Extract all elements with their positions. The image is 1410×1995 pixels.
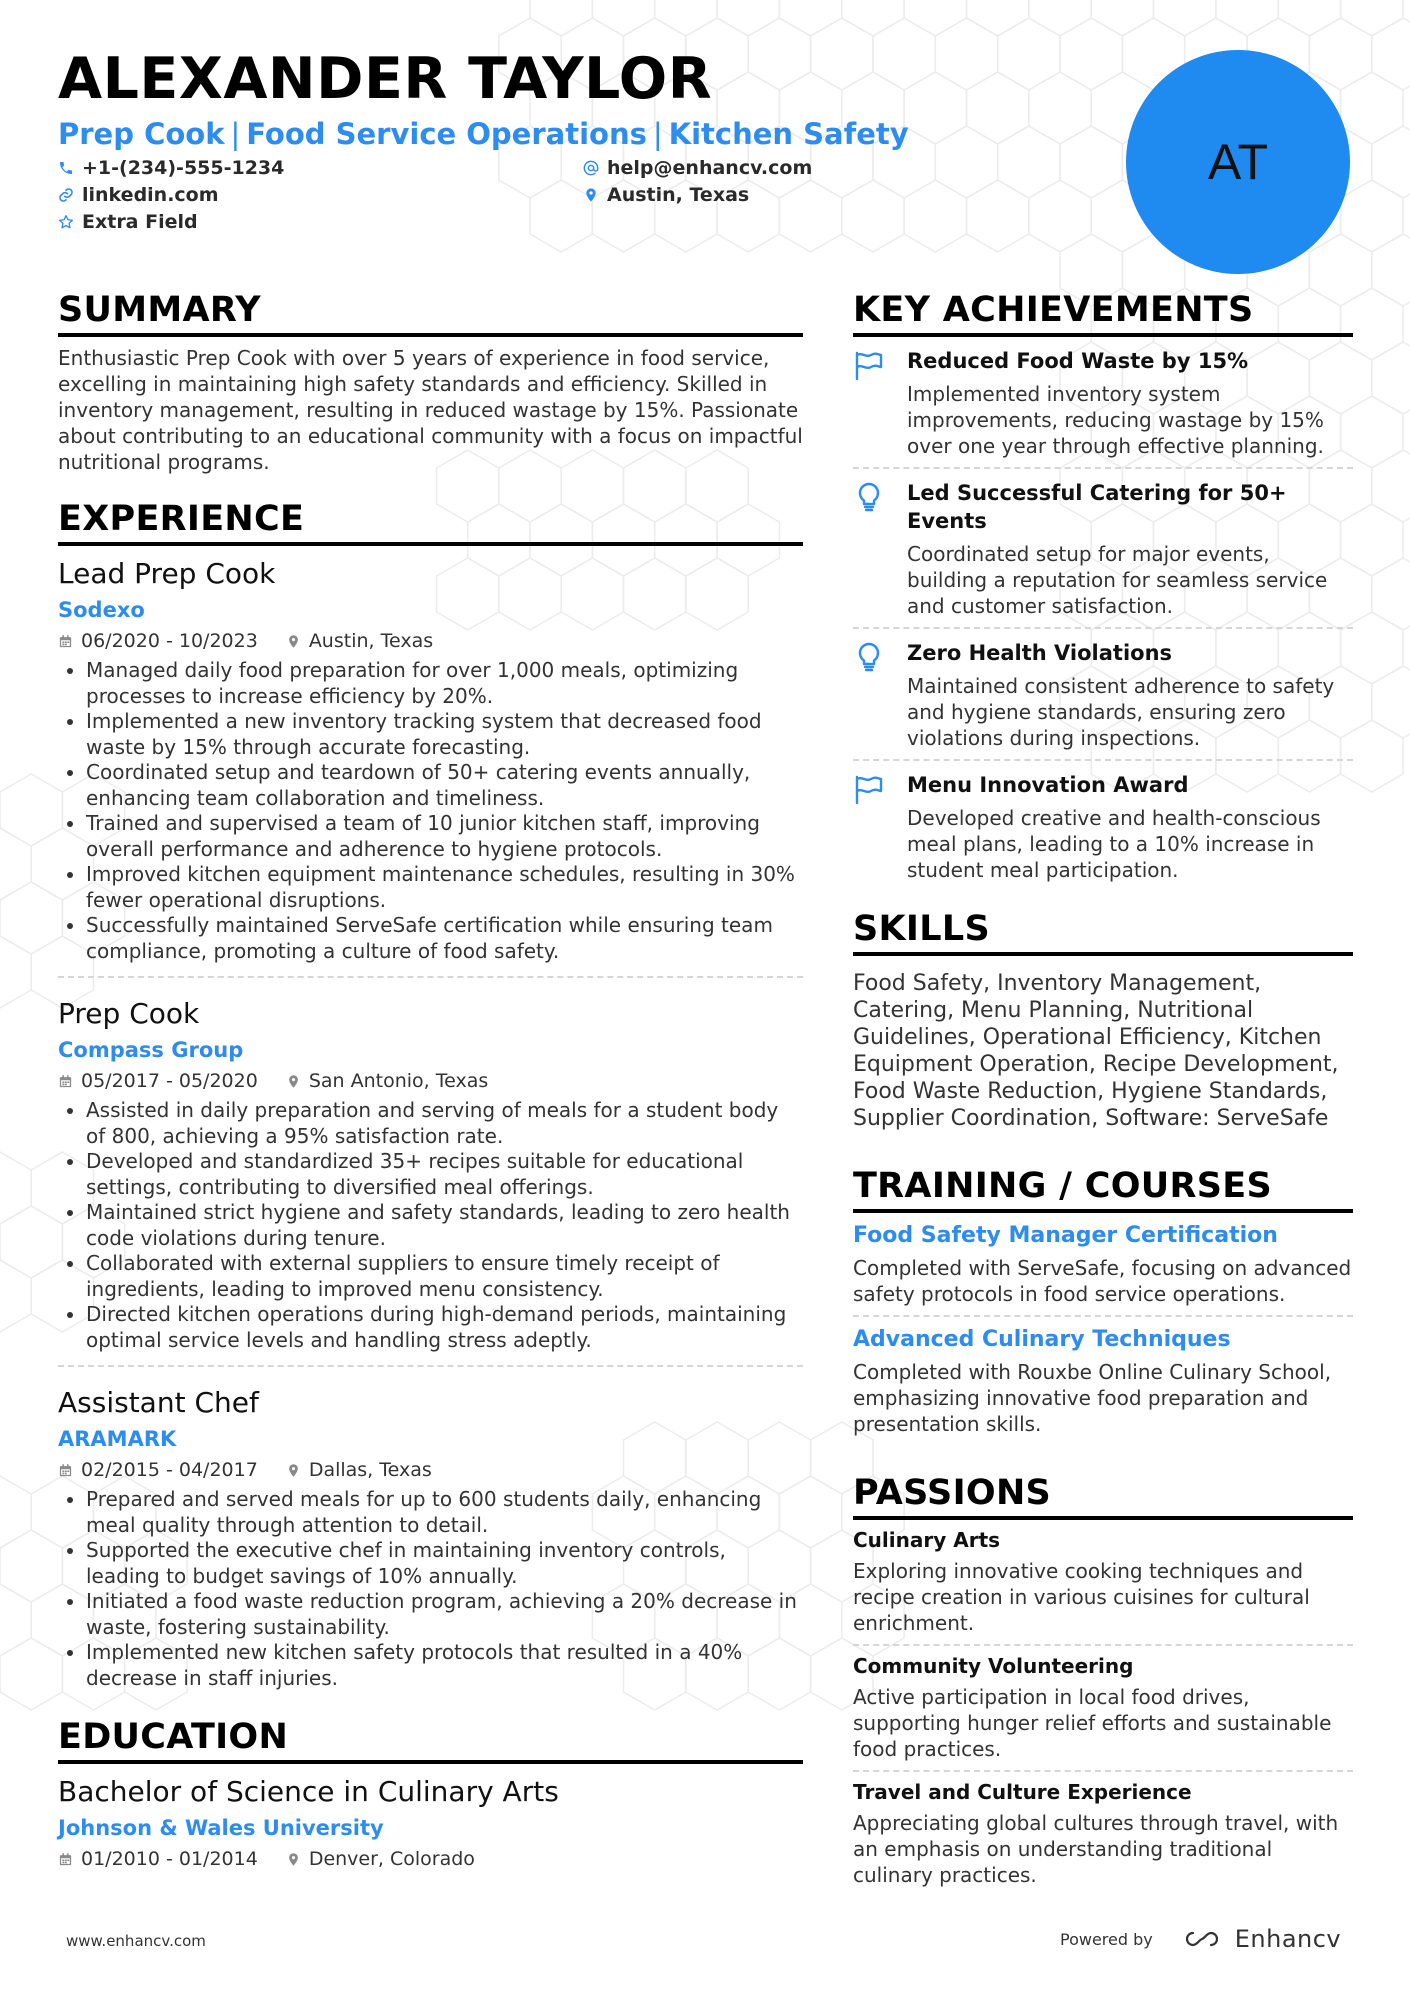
- passion-item: [853, 1770, 1353, 1896]
- brand-name: Enhancv: [1234, 1925, 1342, 1953]
- headline-separator: |: [230, 117, 241, 151]
- courses-section: [853, 1166, 1353, 1445]
- right-column: [853, 290, 1353, 1896]
- calendar-icon: [58, 634, 73, 649]
- job-dates: 02/2015 - 04/2017: [81, 1459, 258, 1481]
- link-icon: [58, 187, 74, 203]
- job-title: Lead Prep Cook: [58, 557, 276, 590]
- section-title-experience: EXPERIENCE: [58, 499, 803, 546]
- powered-by-label: Powered by: [1060, 1929, 1153, 1949]
- experience-entry: [58, 1365, 803, 1697]
- passion-item: [853, 1644, 1353, 1770]
- job-dates: 06/2020 - 10/2023: [81, 630, 258, 652]
- course-title: Food Safety Manager Certification: [853, 1223, 1278, 1248]
- location-text: Austin, Texas: [607, 184, 750, 206]
- bullet-item: • Prepared and served meals for up to 600 students daily, enhancing meal quality through attention to detail.: [86, 1487, 803, 1538]
- job-bullets: [58, 658, 803, 964]
- bullet-item: • Directed kitchen operations during high-demand periods, maintaining optimal service levels and handling stress adeptly.: [86, 1302, 803, 1353]
- job-meta: [58, 628, 803, 654]
- experience-section: [58, 499, 803, 1697]
- calendar-icon: [58, 1074, 73, 1089]
- achievement-title: Led Successful Catering for 50+ Events: [907, 481, 1287, 533]
- calendar-icon: [58, 1852, 73, 1867]
- phone-number: +1-(234)-555-1234: [82, 157, 285, 179]
- achievements-section: [853, 290, 1353, 891]
- headline-item: Kitchen Safety: [668, 117, 909, 151]
- contact-linkedin[interactable]: [58, 184, 219, 206]
- achievement-description: Maintained consistent adherence to safety and hygiene standards, ensuring zero violations during inspections.: [907, 674, 1335, 750]
- email-link[interactable]: help@enhancv.com: [607, 157, 813, 179]
- passion-item: [853, 1520, 1353, 1644]
- bullet-item: • Trained and supervised a team of 10 junior kitchen staff, improving overall performance and adherence to hygiene protocols.: [86, 811, 803, 862]
- bullet-item: • Successfully maintained ServeSafe certification while ensuring team compliance, promoting a culture of food safety.: [86, 913, 803, 964]
- map-pin-icon: [286, 1463, 301, 1478]
- section-title-summary: SUMMARY: [58, 290, 803, 337]
- left-column: [58, 290, 803, 1872]
- job-title: Assistant Chef: [58, 1386, 259, 1419]
- education-meta: [58, 1846, 803, 1872]
- bullet-item: • Implemented a new inventory tracking system that decreased food waste by 15% through accurate forecasting.: [86, 709, 803, 760]
- passion-title: Travel and Culture Experience: [853, 1780, 1192, 1804]
- job-bullets: [58, 1098, 803, 1353]
- achievement-item: [853, 627, 1353, 759]
- contact-location: [583, 184, 749, 206]
- summary-text: Enthusiastic Prep Cook with over 5 years of experience in food service, excelling in maintaining high safety standards and efficiency. Skilled in inventory management, resulting in reduced wastage by 15%. Passionate about contributing to an educational community with a focus on impactful nutritional programs.: [58, 346, 803, 474]
- map-pin-icon: [286, 1852, 301, 1867]
- achievement-title: Reduced Food Waste by 15%: [907, 349, 1249, 373]
- section-title-education: EDUCATION: [58, 1717, 803, 1764]
- candidate-name: ALEXANDER TAYLOR: [58, 46, 713, 112]
- experience-entry: [58, 976, 803, 1359]
- bullet-item: • Initiated a food waste reduction program, achieving a 20% decrease in waste, fostering sustainability.: [86, 1589, 803, 1640]
- bullet-item: • Improved kitchen equipment maintenance schedules, resulting in 30% fewer operational disruptions.: [86, 862, 803, 913]
- passion-description: Active participation in local food drives, supporting hunger relief efforts and sustainable food practices.: [853, 1685, 1332, 1761]
- company-name: Compass Group: [58, 1038, 244, 1062]
- bullet-item: • Coordinated setup and teardown of 50+ catering events annually, enhancing team collaboration and timeliness.: [86, 760, 803, 811]
- map-pin-icon: [286, 634, 301, 649]
- contact-phone: [58, 157, 284, 179]
- degree-title: Bachelor of Science in Culinary Arts: [58, 1775, 559, 1808]
- achievement-item: [853, 337, 1353, 467]
- experience-entry: [58, 556, 803, 970]
- bullet-item: • Maintained strict hygiene and safety standards, leading to zero health code violations during tenure.: [86, 1200, 803, 1251]
- avatar-initials: AT: [1207, 134, 1269, 190]
- map-pin-icon: [286, 1074, 301, 1089]
- headline-separator: |: [652, 117, 663, 151]
- section-title-passions: PASSIONS: [853, 1473, 1353, 1520]
- course-title: Advanced Culinary Techniques: [853, 1327, 1231, 1352]
- achievement-item: [853, 467, 1353, 627]
- passions-section: [853, 1473, 1353, 1896]
- calendar-icon: [58, 1463, 73, 1478]
- headline-item: Food Service Operations: [246, 117, 647, 151]
- job-bullets: [58, 1487, 803, 1691]
- enhancv-logo-icon: [1179, 1927, 1225, 1951]
- skills-list: Food Safety, Inventory Management, Catering, Menu Planning, Nutritional Guidelines, Operational Efficiency, Kitchen Equipment Operation, Recipe Development, Food Waste Reduction, Hygiene Standards, Supplier Coordination, Software: ServeSafe: [853, 971, 1339, 1131]
- section-title-skills: SKILLS: [853, 909, 1353, 956]
- education-location: Denver, Colorado: [308, 1848, 475, 1870]
- footer-website[interactable]: www.enhancv.com: [66, 1932, 206, 1950]
- company-name: ARAMARK: [58, 1427, 177, 1451]
- job-meta: [58, 1068, 803, 1094]
- job-location: Dallas, Texas: [308, 1459, 432, 1481]
- map-pin-icon: [583, 187, 599, 203]
- achievement-description: Developed creative and health-conscious meal plans, leading to a 10% increase in student meal participation.: [907, 806, 1321, 882]
- course-description: Completed with ServeSafe, focusing on advanced safety protocols in food service operations.: [853, 1256, 1352, 1306]
- passion-description: Exploring innovative cooking techniques and recipe creation in various cuisines for cultural enrichment.: [853, 1559, 1310, 1635]
- bullet-item: • Supported the executive chef in maintaining inventory controls, leading to budget savings of 10% annually.: [86, 1538, 803, 1589]
- company-name: Sodexo: [58, 598, 145, 622]
- job-meta: [58, 1457, 803, 1483]
- bullet-item: • Managed daily food preparation for over 1,000 meals, optimizing processes to increase efficiency by 20%.: [86, 658, 803, 709]
- achievement-title: Zero Health Violations: [907, 641, 1173, 665]
- course-description: Completed with Rouxbe Online Culinary School, emphasizing innovative food preparation and presentation skills.: [853, 1360, 1332, 1436]
- achievement-description: Coordinated setup for major events, building a reputation for seamless service and customer satisfaction.: [907, 542, 1328, 618]
- bullet-item: • Assisted in daily preparation and serving of meals for a student body of 800, achieving a 95% satisfaction rate.: [86, 1098, 803, 1149]
- course-item: [853, 1213, 1353, 1315]
- achievement-item: [853, 759, 1353, 891]
- achievement-description: Implemented inventory system improvements, reducing wastage by 15% over one year through effective planning.: [907, 382, 1324, 458]
- flag-icon: [853, 773, 885, 805]
- lightbulb-icon: [853, 641, 885, 673]
- bullet-item: • Collaborated with external suppliers to ensure timely receipt of ingredients, leading to improved menu consistency.: [86, 1251, 803, 1302]
- headline: [58, 117, 909, 151]
- school-name: Johnson & Wales University: [58, 1816, 384, 1840]
- passion-description: Appreciating global cultures through travel, with an emphasis on understanding traditional culinary practices.: [853, 1811, 1339, 1887]
- headline-item: Prep Cook: [58, 117, 225, 151]
- section-title-achievements: KEY ACHIEVEMENTS: [853, 290, 1353, 337]
- skills-section: [853, 909, 1353, 1132]
- section-title-courses: TRAINING / COURSES: [853, 1166, 1353, 1213]
- star-icon: [58, 214, 74, 230]
- job-location: Austin, Texas: [308, 630, 434, 652]
- phone-icon: [58, 160, 74, 176]
- bullet-item: • Developed and standardized 35+ recipes suitable for educational settings, contributing to diversified meal offerings.: [86, 1149, 803, 1200]
- contact-email[interactable]: [583, 157, 812, 179]
- passion-title: Community Volunteering: [853, 1654, 1134, 1678]
- education-section: [58, 1717, 803, 1872]
- summary-section: [58, 290, 803, 475]
- avatar: [1126, 50, 1350, 274]
- job-location: San Antonio, Texas: [308, 1070, 489, 1092]
- footer-branding[interactable]: [1060, 1925, 1341, 1953]
- flag-icon: [853, 349, 885, 381]
- linkedin-link[interactable]: linkedin.com: [82, 184, 219, 206]
- contact-extra: [58, 211, 198, 233]
- at-icon: [583, 160, 599, 176]
- course-item: [853, 1315, 1353, 1445]
- extra-field: Extra Field: [82, 211, 198, 233]
- bullet-item: • Implemented new kitchen safety protocols that resulted in a 40% decrease in staff injuries.: [86, 1640, 803, 1691]
- education-dates: 01/2010 - 01/2014: [81, 1848, 258, 1870]
- achievement-title: Menu Innovation Award: [907, 773, 1189, 797]
- job-title: Prep Cook: [58, 997, 200, 1030]
- lightbulb-icon: [853, 481, 885, 513]
- job-dates: 05/2017 - 05/2020: [81, 1070, 258, 1092]
- passion-title: Culinary Arts: [853, 1528, 1001, 1552]
